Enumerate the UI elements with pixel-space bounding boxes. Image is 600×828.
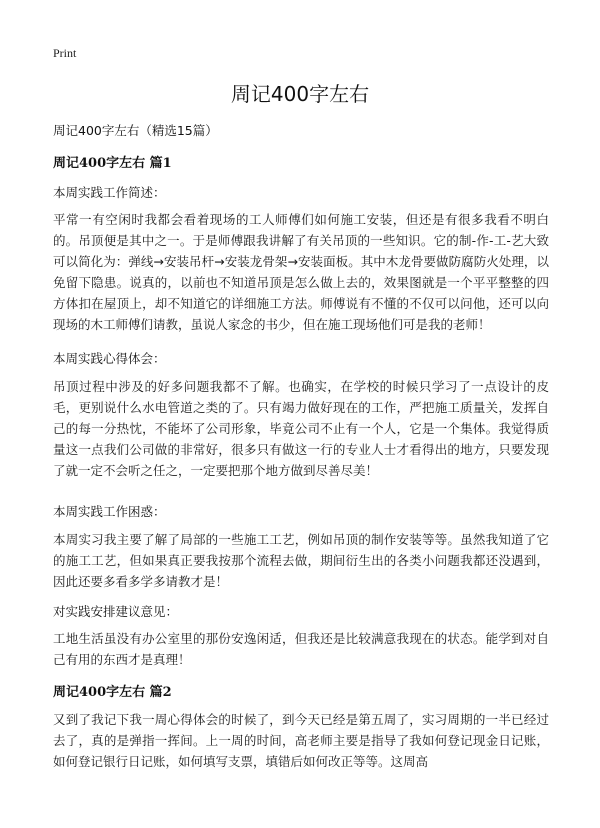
difficulty-paragraph: 本周实习我主要了解了局部的一些施工工艺，例如吊顶的制作安装等等。虽然我知道了它的施工工艺，但如果真正要我按那个流程去做，期间衍生出的各类小问题我都还没遇到，因此还要多看多学多请教才是！ (53, 532, 549, 589)
suggestion-label: 对实践安排建议意见： (53, 604, 179, 619)
section1-heading: 周记400字左右 篇1 (53, 156, 172, 171)
summary-paragraph: 平常一有空闲时我都会看着现场的工人师傅们如何施工安装，但还是有很多我看不明白的。吊顶便是其中之一。于是师傅跟我讲解了有关吊顶的一些知识。它的制-作-工-艺大致可以简化为：弹线→安装吊杆→安装龙骨架→安装面板。其中木龙骨要做防腐防火处理，以免留下隐患。说真的，以前也不知道吊顶是怎么做上去的，效果图就是一个平平整整的四方体扣在屋顶上，却不知道它的详细施工方法。师傅说有不懂的不仅可以问他，还可以向现场的木工师傅们请教，虽说人家念的书少，但在施工现场他们可是我的老师！ (53, 212, 549, 332)
experience-paragraph: 吊顶过程中涉及的好多问题我都不了解。也确实，在学校的时候只学习了一点设计的皮毛，更别说什么水电管道之类的了。只有竭力做好现在的工作，严把施工质量关，发挥自己的每一分热忱，不能坏了公司形象，毕竟公司不止有一个人，它是一个集体。我觉得质量这一点我们公司做的非常好，很多只有做这一行的专业人士才看得出的地方，只要发现了就一定不会听之任之，一定要把那个地方做到尽善尽美！ (53, 379, 549, 478)
document-subtitle: 周记400字左右（精选15篇） (53, 123, 218, 138)
summary-label: 本周实践工作简述： (53, 185, 166, 200)
section2-paragraph: 又到了我记下我一周心得体会的时候了，到今天已经是第五周了，实习周期的一半已经过去了，真的是弹指一挥间。上一周的时间，高老师主要是指导了我如何登记现金日记账，如何登记银行日记账，如何填写支票，填错后如何改正等等。这周高 (53, 712, 549, 769)
print-label: Print (53, 46, 77, 60)
difficulty-label: 本周实践工作困惑： (53, 504, 166, 519)
experience-label: 本周实践心得体会： (53, 351, 166, 366)
document-title: 周记400字左右 (230, 82, 370, 106)
section2-heading: 周记400字左右 篇2 (53, 685, 172, 700)
suggestion-paragraph: 工地生活虽没有办公室里的那份安逸闲适，但我还是比较满意我现在的状态。能学到对自己有用的东西才是真理！ (53, 631, 549, 667)
